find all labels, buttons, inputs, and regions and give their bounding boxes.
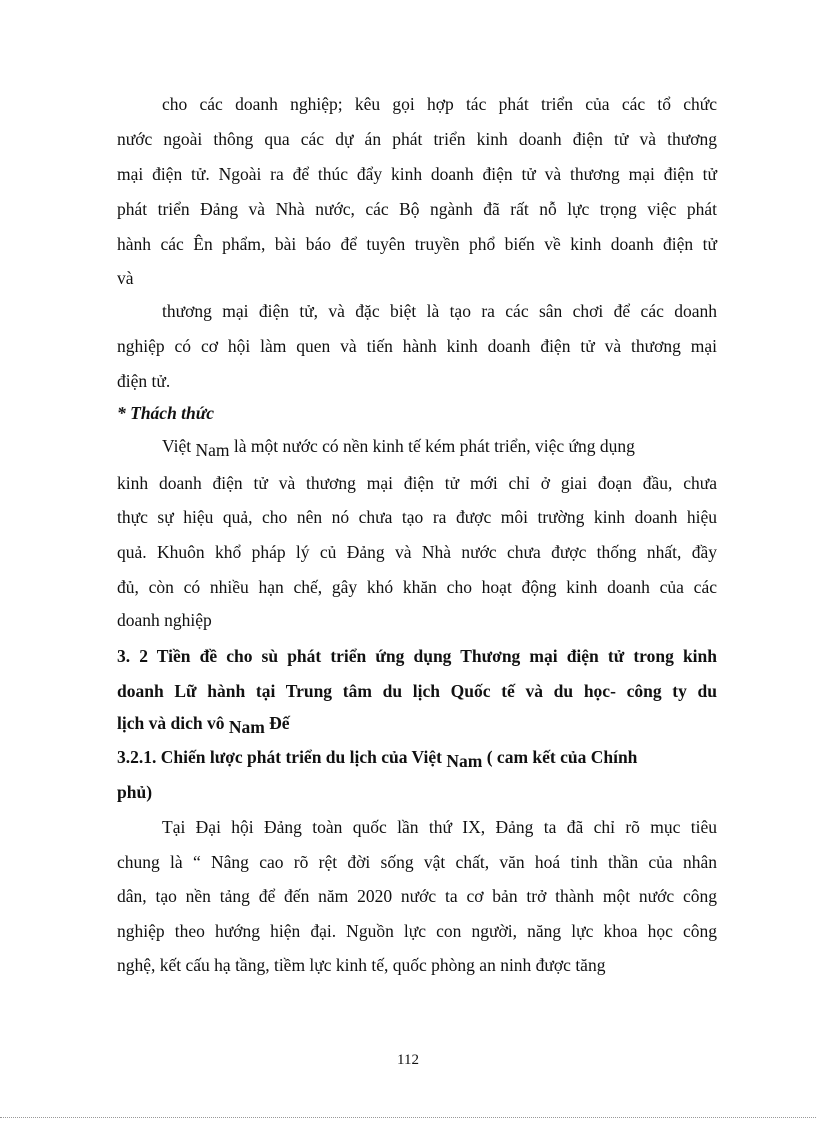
page-bottom-divider bbox=[0, 1117, 816, 1118]
section-heading-3-2-1: 3.2.1. Chiến lược phát triển du lịch của Việt Nam ( cam kết của Chính bbox=[117, 747, 638, 771]
text-line: kinh doanh điện tử và thương mại điện tử mới chỉ ở giai đoạn đầu, chưa bbox=[117, 473, 717, 493]
section-heading-challenges: * Thách thức bbox=[117, 403, 215, 423]
text-line: và bbox=[117, 268, 134, 288]
section-heading-3-2: lịch và dich vô Nam Đế bbox=[117, 713, 290, 737]
section-heading-3-2-1: phủ) bbox=[117, 782, 153, 802]
text-line: dân, tạo nền tảng để đến năm 2020 nước ta cơ bản trở thành một nước công bbox=[117, 886, 717, 906]
text-line: chung là “ Nâng cao rõ rệt đời sống vật chất, văn hoá tinh thần của nhân bbox=[117, 852, 717, 872]
text-line: phát triển Đảng và Nhà nước, các Bộ ngành đã rất nỗ lực trọng việc phát bbox=[117, 199, 717, 219]
text-line: cho các doanh nghiệp; kêu gọi hợp tác phát triển của các tổ chức bbox=[162, 94, 717, 114]
text-line: Việt Nam là một nước có nền kinh tế kém phát triển, việc ứng dụng bbox=[162, 436, 635, 460]
text-line: nghệ, kết cấu hạ tầng, tiềm lực kinh tế, quốc phòng an ninh được tăng bbox=[117, 955, 606, 975]
text-line: quả. Khuôn khổ pháp lý củ Đảng và Nhà nước chưa được thống nhất, đầy bbox=[117, 542, 717, 562]
text-line: thực sự hiệu quả, cho nên nó chưa tạo ra được môi trường kinh doanh hiệu bbox=[117, 507, 717, 527]
text-line: thương mại điện tử, và đặc biệt là tạo ra các sân chơi để các doanh bbox=[162, 301, 717, 321]
text-line: hành các Ên phẩm, bài báo để tuyên truyền phổ biến về kinh doanh điện tử bbox=[117, 234, 717, 254]
text-line: điện tử. bbox=[117, 371, 171, 391]
text-line: nghiệp có cơ hội làm quen và tiến hành kinh doanh điện tử và thương mại bbox=[117, 336, 717, 356]
text-line: doanh nghiệp bbox=[117, 610, 212, 630]
page-number: 112 bbox=[397, 1052, 419, 1068]
section-heading-3-2: doanh Lữ hành tại Trung tâm du lịch Quốc tế và du học- công ty du bbox=[117, 681, 717, 701]
text-line: đủ, còn có nhiều hạn chế, gây khó khăn cho hoạt động kinh doanh của các bbox=[117, 577, 717, 597]
text-line: nước ngoài thông qua các dự án phát triển kinh doanh điện tử và thương bbox=[117, 129, 717, 149]
text-line: Tại Đại hội Đảng toàn quốc lần thứ IX, Đảng ta đã chỉ rõ mục tiêu bbox=[162, 817, 717, 837]
text-line: mại điện tử. Ngoài ra để thúc đẩy kinh doanh điện tử và thương mại điện tử bbox=[117, 164, 717, 184]
section-heading-3-2: 3. 2 Tiền đề cho sù phát triển ứng dụng Thương mại điện tử trong kinh bbox=[117, 646, 717, 666]
text-line: nghiệp theo hướng hiện đại. Nguồn lực con người, năng lực khoa học công bbox=[117, 921, 717, 941]
